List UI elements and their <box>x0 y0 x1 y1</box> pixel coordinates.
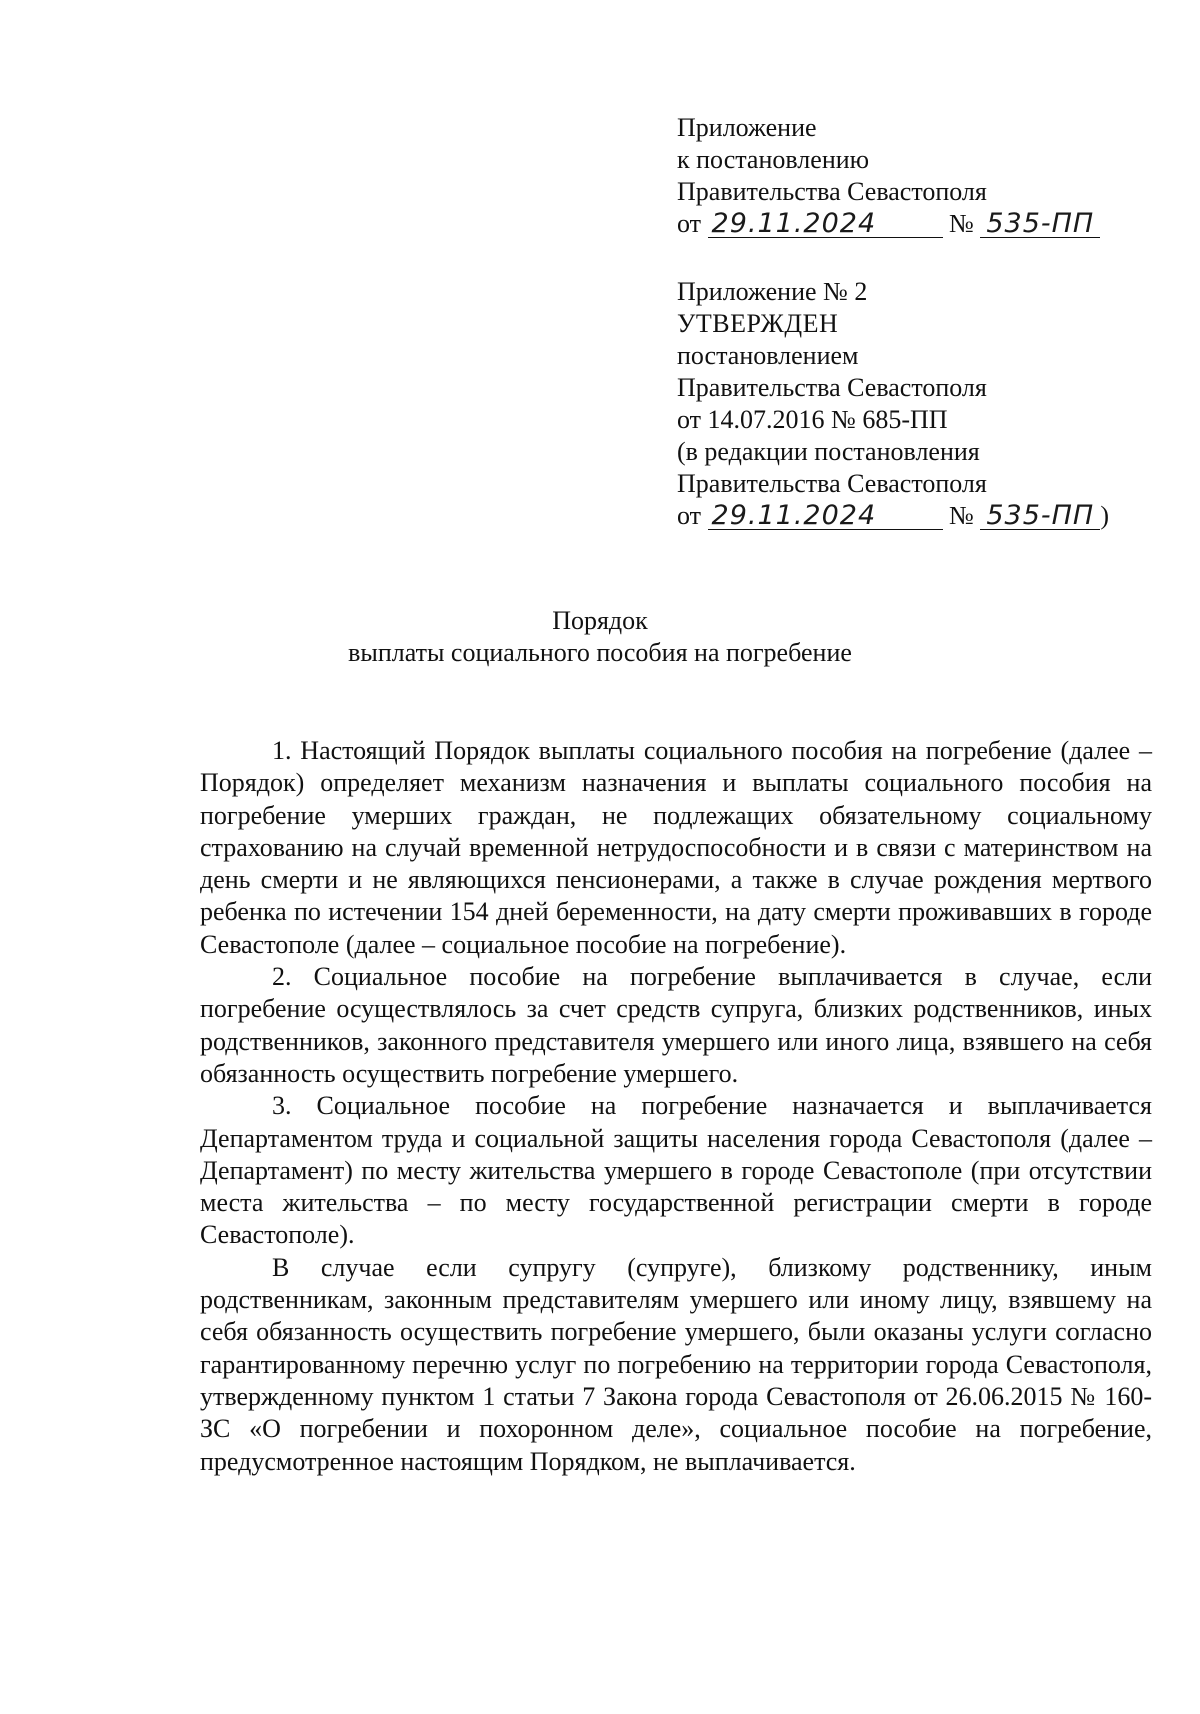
handwritten-date: 29.11.2024 <box>708 211 943 238</box>
edition-note: (в редакции постановления <box>677 437 980 466</box>
date-number-line <box>677 500 1117 532</box>
paragraph-1: 1. Настоящий Порядок выплаты социального пособия на погребение (далее – Порядок) определяет механизм назначения и выплаты социального пособия на погребение умерших граждан, не подлежащих обязательному социальному страхованию на случай временной нетрудоспособности и в связи с материнством на день смерти и не являющихся пенсионерами, а также в случае рождения мертвого ребенка по истечении 154 дней беременности, на дату смерти проживавших в городе Севастополе (далее – социальное пособие на погребение). <box>200 736 1152 959</box>
government-name: Правительства Севастополя <box>677 469 987 498</box>
document-title <box>0 605 1200 669</box>
date-prefix: от <box>677 501 702 530</box>
date-prefix: от <box>677 209 702 238</box>
closing-paren: ) <box>1100 501 1110 530</box>
appendix-number: Приложение № 2 <box>677 277 868 306</box>
approved-label: УТВЕРЖДЕН <box>677 309 839 338</box>
paragraph-3: 3. Социальное пособие на погребение назначается и выплачивается Департаментом труда и социальной защиты населения города Севастополя (далее – Департамент) по месту жительства умершего в городе Севастополе (при отсутствии места жительства – по месту государственной регистрации смерти в городе Севастополе). <box>200 1091 1152 1250</box>
handwritten-number: 535-ПП <box>980 503 1100 530</box>
resolution-label: постановлением <box>677 341 859 370</box>
government-name: Правительства Севастополя <box>677 373 987 402</box>
document-body <box>200 735 1152 1478</box>
appendix-label: Приложение <box>677 113 817 142</box>
title-line-2: выплаты социального пособия на погребение <box>348 638 852 667</box>
number-prefix: № <box>949 501 974 530</box>
resolution-ref: к постановлению <box>677 145 870 174</box>
handwritten-number: 535-ПП <box>980 211 1100 238</box>
handwritten-date: 29.11.2024 <box>708 503 943 530</box>
paragraph-2: 2. Социальное пособие на погребение выплачивается в случае, если погребение осуществлялось за счет средств супруга, близких родственников, иных родственников, законного представителя умершего или иного лица, взявшего на себя обязанность осуществить погребение умершего. <box>200 962 1152 1088</box>
number-prefix: № <box>949 209 974 238</box>
government-name: Правительства Севастополя <box>677 177 987 206</box>
appendix-header <box>677 112 1117 240</box>
paragraph-4: В случае если супругу (супруге), близкому родственнику, иным родственникам, законным представителям умершего или иному лицу, взявшему на себя обязанность осуществить погребение умершего, были оказаны услуги согласно гарантированному перечню услуг по погребению на территории города Севастополя, утвержденному пунктом 1 статьи 7 Закона города Севастополя от 26.06.2015 № 160-ЗС «О погребении и похоронном деле», социальное пособие на погребение, предусмотренное настоящим Порядком, не выплачивается. <box>200 1252 1152 1476</box>
approval-header <box>677 276 1117 532</box>
original-resolution: от 14.07.2016 № 685-ПП <box>677 405 948 434</box>
title-line-1: Порядок <box>552 606 648 635</box>
date-number-line <box>677 208 1117 240</box>
